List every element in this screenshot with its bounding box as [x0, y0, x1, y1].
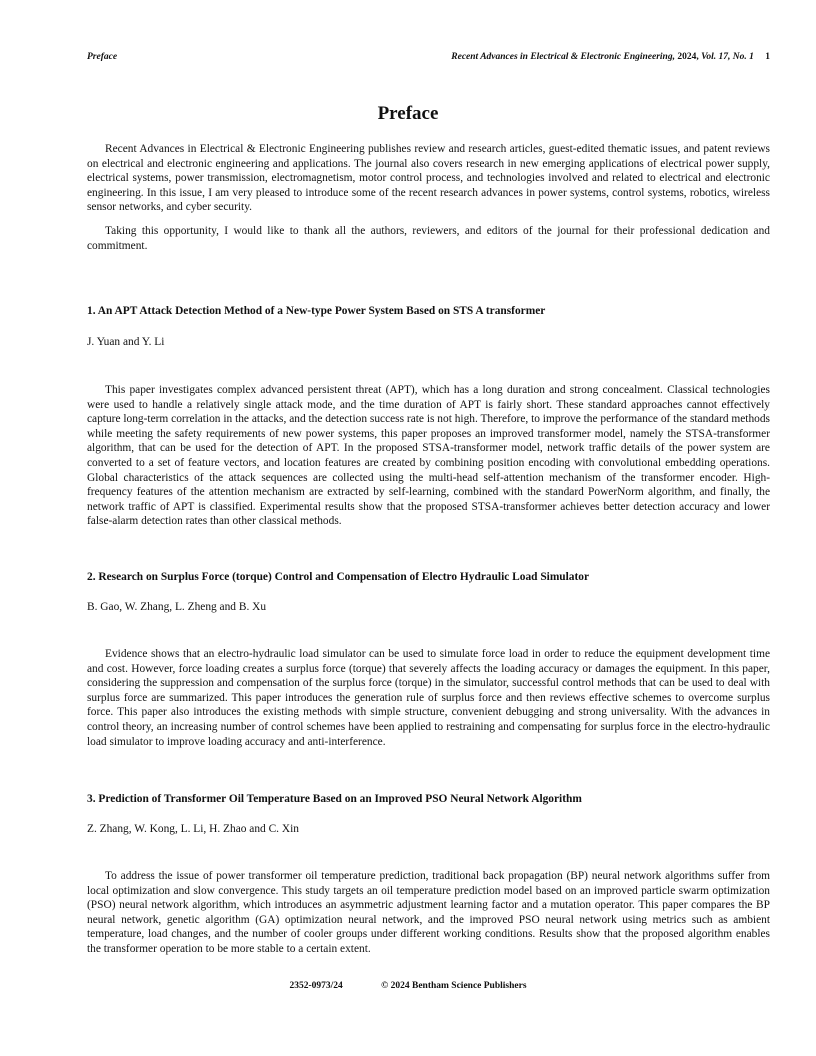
- section-authors: J. Yuan and Y. Li: [87, 336, 165, 348]
- section-abstract: [87, 869, 770, 957]
- intro-paragraph: Taking this opportunity, I would like to thank all the authors, reviewers, and editors of the journal for their professional dedication and commitment.: [87, 224, 770, 252]
- page-footer: [0, 981, 816, 991]
- intro-paragraph: Recent Advances in Electrical & Electronic Engineering publishes review and research articles, guest-edited thematic issues, and patent reviews on electrical and electronic engineering and applications. The journal also covers research in new emerging applications of electrical power supply, electrical systems, power transmission, electromagnetism, motor control process, and technologies involved and related to electrical and electronic engineering. In this issue, I am very pleased to introduce some of the recent research advances in power systems, control systems, robotics, wireless sensor networks, and cyber security.: [87, 143, 770, 214]
- section-abstract: [87, 647, 770, 749]
- section-authors: B. Gao, W. Zhang, L. Zheng and B. Xu: [87, 601, 267, 613]
- section-title: 3. Prediction of Transformer Oil Temperature Based on an Improved PSO Neural Network Algorithm: [87, 793, 582, 805]
- running-header-right: [451, 52, 770, 62]
- copyright: © 2024 Bentham Science Publishers: [381, 981, 527, 991]
- section-abstract: [87, 383, 770, 529]
- section-authors: Z. Zhang, W. Kong, L. Li, H. Zhao and C. Xin: [87, 823, 299, 835]
- page-title: Preface: [377, 103, 439, 124]
- section-title: 1. An APT Attack Detection Method of a New-type Power System Based on STS A transformer: [87, 305, 546, 317]
- intro-text: [87, 142, 770, 253]
- abstract-paragraph: This paper investigates complex advanced persistent threat (APT), which has a long duration and strong concealment. Classical technologies were used to handle a relatively single attack mode, and the time duration of APT is fairly short. These standard approaches cannot effectively capture long-term correlation in the attacks, and the detection success rate is not high. Therefore, to improve the performance of the standard methods while meeting the safety requirements of new power systems, this paper proposes an improved transformer model, namely the STSA-transformer algorithm, that can be used for the detection of APT. In the proposed STSA-transformer model, network traffic details of the power system are converted to a set of feature vectors, and location features are created by combining position encoding with convolutional embedding operations. Global characteristics of the attack sequences are collected using the multi-head self-attention mechanism of the transformer encoder. High-frequency features of the attention mechanism are extracted by self-learning, combined with the standard PowerNorm algorithm, and finally, the network traffic of APT is classified. Experimental results show that the proposed STSA-transformer achieves better detection accuracy and lower false-alarm detection rates than other classical methods.: [87, 384, 770, 528]
- journal-year: 2024,: [677, 52, 699, 62]
- page-number: 1: [765, 52, 770, 62]
- issn: 2352-0973/24: [289, 981, 343, 991]
- abstract-paragraph: Evidence shows that an electro-hydraulic load simulator can be used to simulate force load in order to reduce the equipment development time and cost. However, force loading creates a surplus force (torque) that severely affects the loading accuracy or damages the equipment. In this paper, considering the suppression and compensation of the surplus force (torque) in the simulator, successful control methods that can be used to deal with surplus force are summarized. This paper introduces the generation rule of surplus force and then reviews effective schemes to overcome surplus force. This paper also introduces the existing methods with simple structure, convenient debugging and strong universality. With the advances in control theory, an increasing number of control schemes have been applied to restraining and compensating for surplus force in the electro-hydraulic load simulator to improve loading accuracy and anti-interference.: [87, 648, 770, 748]
- abstract-paragraph: To address the issue of power transformer oil temperature prediction, traditional back propagation (BP) neural network algorithms suffer from local optimization and slow convergence. This study targets an oil temperature prediction model based on an improved particle swarm optimization (PSO) neural network algorithm, which introduces an asymmetric adjustment learning factor and a mutation operator. This paper compares the BP neural network, genetic algorithm (GA) optimization neural network, and the improved PSO neural network using metrics such as ambient temperature, load changes, and the number of cooler groups under different working conditions. Results show that the proposed algorithm enables the transformer operation to be more stable to a certain extent.: [87, 870, 770, 955]
- running-header-left: Preface: [87, 52, 118, 62]
- journal-volume: Vol. 17, No. 1: [701, 52, 754, 62]
- section-title: 2. Research on Surplus Force (torque) Control and Compensation of Electro Hydraulic Load Simulator: [87, 571, 590, 583]
- journal-name: Recent Advances in Electrical & Electronic Engineering,: [451, 52, 675, 62]
